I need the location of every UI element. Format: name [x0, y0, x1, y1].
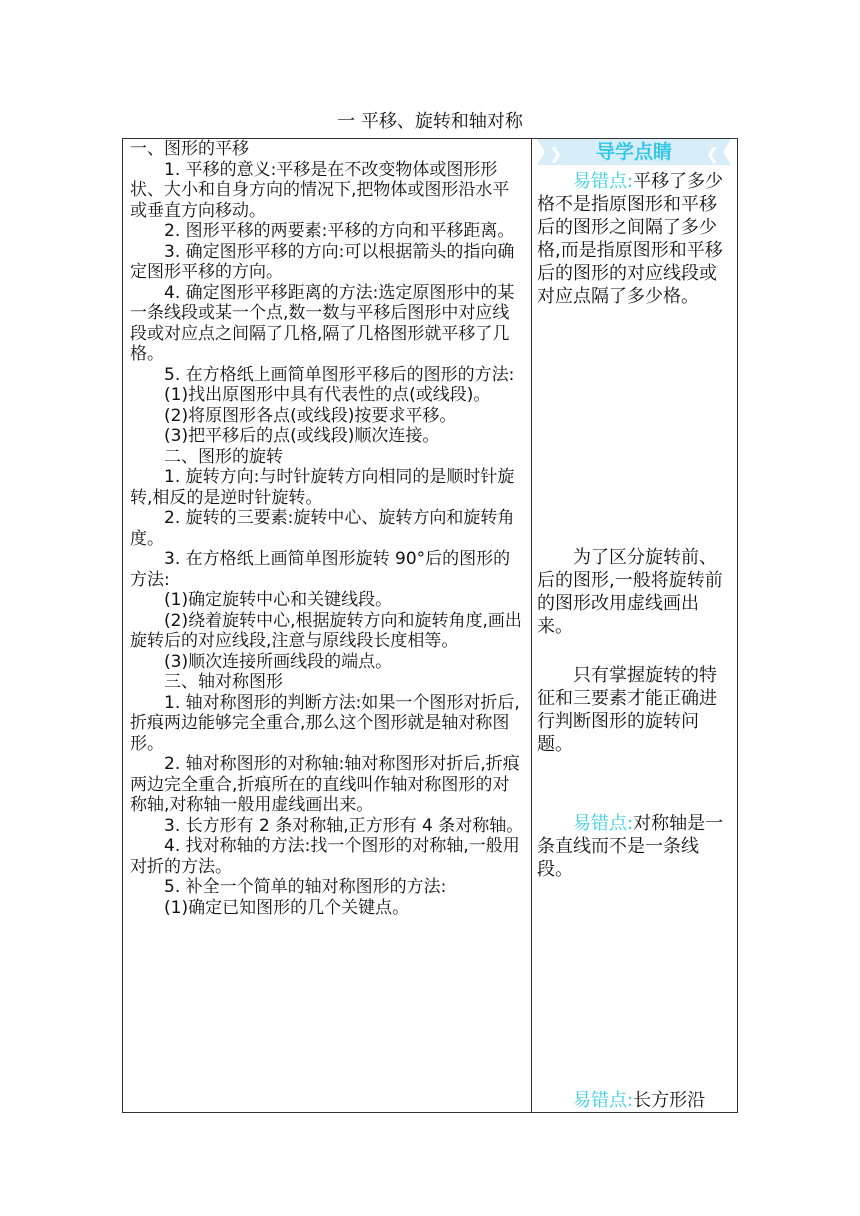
paragraph: 3. 确定图形平移的方向:可以根据箭头的指向确定图形平移的方向。	[130, 241, 515, 282]
paragraph: (1)找出原图形中具有代表性的点(或线段)。	[164, 385, 491, 405]
keyword-label: 易错点:	[573, 1090, 634, 1111]
main-column	[130, 139, 524, 918]
note-text: 为了区分旋转前、后的图形,一般将旋转前的图形改用虚线画出来。	[537, 547, 723, 637]
note-rotation-features	[537, 664, 731, 756]
paragraph: (1)确定旋转中心和关键线段。	[164, 590, 393, 610]
note-text: 对称轴是一条直线而不是一条线段。	[537, 813, 724, 880]
sidebar-column	[537, 139, 733, 165]
paragraph: 3. 长方形有 2 条对称轴,正方形有 4 条对称轴。	[164, 815, 524, 836]
section-heading-translation: 一、图形的平移	[130, 139, 249, 159]
section-heading-rotation: 二、图形的旋转	[164, 446, 283, 467]
keyword-label: 易错点:	[573, 171, 634, 192]
note-text: 只有掌握旋转的特征和三要素才能正确进行判断图形的旋转问题。	[537, 665, 717, 755]
section-heading-symmetry: 三、轴对称图形	[164, 672, 283, 692]
paragraph: 4. 找对称轴的方法:找一个图形的对称轴,一般用对折的方法。	[130, 836, 520, 877]
keyword-label: 易错点:	[573, 813, 634, 834]
paragraph: 3. 在方格纸上画简单图形旋转 90°后的图形的方法:	[130, 549, 511, 590]
paragraph: (1)确定已知图形的几个关键点。	[164, 897, 410, 918]
note-mistake-axis	[537, 812, 731, 881]
note-mistake-rectangle	[537, 1089, 731, 1112]
paragraph: (3)把平移后的点(或线段)顺次连接。	[164, 426, 440, 446]
paragraph: 1. 轴对称图形的判断方法:如果一个图形对折后,折痕两边能够完全重合,那么这个图形就是轴对称图形。	[130, 692, 520, 754]
paragraph: 1. 平移的意义:平移是在不改变物体或图形形状、大小和自身方向的情况下,把物体或图形沿水平或垂直方向移动。	[130, 159, 510, 221]
paragraph: 2. 旋转的三要素:旋转中心、旋转方向和旋转角度。	[130, 508, 515, 549]
column-divider	[531, 138, 532, 1113]
paragraph: 1. 旋转方向:与时针旋转方向相同的是顺时针旋转,相反的是逆时针旋转。	[130, 467, 515, 508]
note-mistake-translation	[537, 170, 731, 308]
paragraph: (3)顺次连接所画线段的端点。	[164, 651, 393, 672]
paragraph: 5. 在方格纸上画简单图形平移后的图形的方法:	[164, 364, 515, 385]
chevron-left-icon: ❮	[705, 144, 719, 163]
paragraph: (2)绕着旋转中心,根据旋转方向和旋转角度,画出旋转后的对应线段,注意与原线段长度相等。	[130, 610, 522, 651]
paragraph: 2. 轴对称图形的对称轴:轴对称图形对折后,折痕两边完全重合,折痕所在的直线叫作轴对称图形的对称轴,对称轴一般用虚线画出来。	[130, 754, 520, 815]
page-title: 一 平移、旋转和轴对称	[337, 111, 523, 132]
note-text: 平移了多少格不是指原图形和平移后的图形之间隔了多少格,而是指原图形和平移后的图形的对应线段或对应点隔了多少格。	[537, 171, 724, 307]
paragraph: (2)将原图形各点(或线段)按要求平移。	[164, 405, 457, 426]
guide-banner-label: 导学点睛	[595, 141, 672, 163]
guide-banner	[537, 139, 731, 165]
chevron-right-icon: ❯	[549, 144, 563, 163]
note-rotation-dashed	[537, 546, 731, 638]
note-text: 长方形沿	[633, 1090, 706, 1111]
paragraph: 4. 确定图形平移距离的方法:选定原图形中的某一条线段或某一个点,数一数与平移后图形中对应线段或对应点之间隔了几格,隔了几格图形就平移了几格。	[130, 282, 515, 364]
paragraph: 5. 补全一个简单的轴对称图形的方法:	[164, 877, 447, 897]
paragraph: 2. 图形平移的两要素:平移的方向和平移距离。	[164, 221, 515, 241]
